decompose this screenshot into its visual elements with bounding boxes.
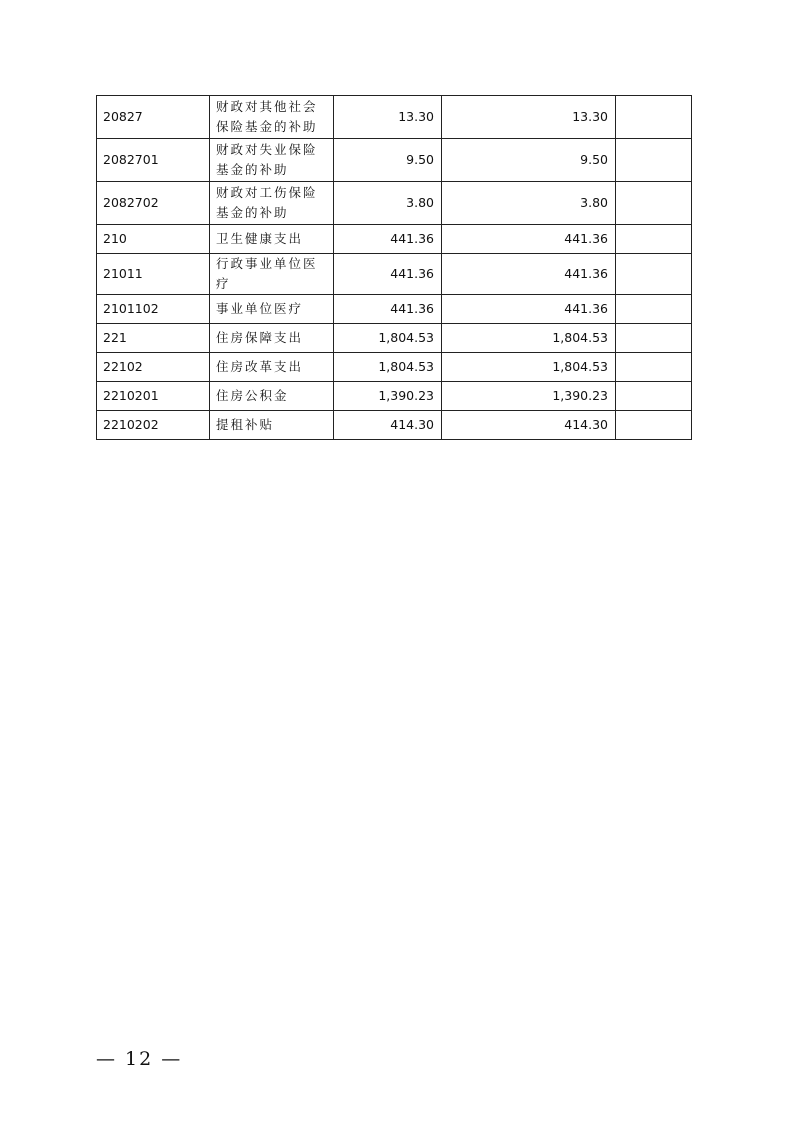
remark-cell bbox=[616, 254, 692, 295]
amount-basic: 1,804.53 bbox=[442, 324, 616, 353]
subject-name: 财政对其他社会保险基金的补助 bbox=[210, 96, 334, 139]
subject-code: 2082701 bbox=[97, 139, 210, 182]
subject-code: 2210201 bbox=[97, 382, 210, 411]
table-row bbox=[97, 139, 692, 182]
subject-code: 221 bbox=[97, 324, 210, 353]
subject-code: 2082702 bbox=[97, 182, 210, 225]
amount-total: 9.50 bbox=[334, 139, 442, 182]
subject-name: 卫生健康支出 bbox=[210, 225, 334, 254]
subject-code: 22102 bbox=[97, 353, 210, 382]
remark-cell bbox=[616, 382, 692, 411]
table-row bbox=[97, 96, 692, 139]
amount-basic: 441.36 bbox=[442, 225, 616, 254]
table-row bbox=[97, 295, 692, 324]
subject-name: 行政事业单位医疗 bbox=[210, 254, 334, 295]
subject-name: 财政对工伤保险基金的补助 bbox=[210, 182, 334, 225]
remark-cell bbox=[616, 295, 692, 324]
amount-total: 1,804.53 bbox=[334, 353, 442, 382]
subject-name: 提租补贴 bbox=[210, 411, 334, 440]
amount-basic: 441.36 bbox=[442, 295, 616, 324]
subject-name: 住房公积金 bbox=[210, 382, 334, 411]
amount-total: 414.30 bbox=[334, 411, 442, 440]
amount-basic: 441.36 bbox=[442, 254, 616, 295]
amount-basic: 414.30 bbox=[442, 411, 616, 440]
table-row bbox=[97, 225, 692, 254]
amount-basic: 3.80 bbox=[442, 182, 616, 225]
remark-cell bbox=[616, 324, 692, 353]
remark-cell bbox=[616, 96, 692, 139]
table-row bbox=[97, 254, 692, 295]
amount-total: 1,390.23 bbox=[334, 382, 442, 411]
table-row bbox=[97, 411, 692, 440]
amount-total: 1,804.53 bbox=[334, 324, 442, 353]
amount-basic: 1,390.23 bbox=[442, 382, 616, 411]
table-row bbox=[97, 382, 692, 411]
table-row bbox=[97, 353, 692, 382]
subject-code: 21011 bbox=[97, 254, 210, 295]
amount-total: 441.36 bbox=[334, 254, 442, 295]
page-number: — 12 — bbox=[96, 1048, 183, 1070]
subject-name: 住房保障支出 bbox=[210, 324, 334, 353]
amount-basic: 9.50 bbox=[442, 139, 616, 182]
remark-cell bbox=[616, 353, 692, 382]
remark-cell bbox=[616, 225, 692, 254]
subject-code: 2101102 bbox=[97, 295, 210, 324]
amount-total: 13.30 bbox=[334, 96, 442, 139]
table-row bbox=[97, 324, 692, 353]
subject-name: 事业单位医疗 bbox=[210, 295, 334, 324]
amount-basic: 13.30 bbox=[442, 96, 616, 139]
subject-name: 住房改革支出 bbox=[210, 353, 334, 382]
remark-cell bbox=[616, 139, 692, 182]
remark-cell bbox=[616, 182, 692, 225]
subject-code: 2210202 bbox=[97, 411, 210, 440]
subject-code: 210 bbox=[97, 225, 210, 254]
subject-name: 财政对失业保险基金的补助 bbox=[210, 139, 334, 182]
amount-basic: 1,804.53 bbox=[442, 353, 616, 382]
amount-total: 3.80 bbox=[334, 182, 442, 225]
subject-code: 20827 bbox=[97, 96, 210, 139]
table-row bbox=[97, 182, 692, 225]
amount-total: 441.36 bbox=[334, 295, 442, 324]
remark-cell bbox=[616, 411, 692, 440]
budget-table bbox=[96, 95, 692, 440]
amount-total: 441.36 bbox=[334, 225, 442, 254]
